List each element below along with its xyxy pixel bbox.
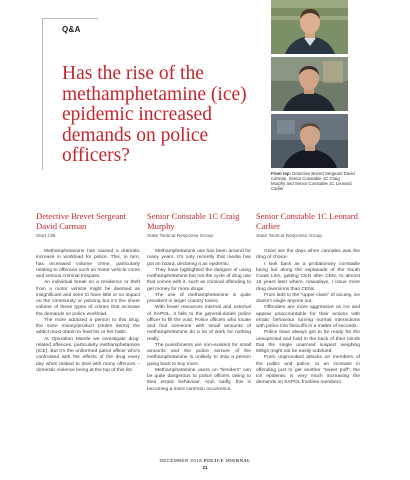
answer-body [36,249,140,374]
section-label: Q&A [62,25,81,34]
paragraph: An individual break on a residence or theft from a motor vehicle might be deemed as insignificant and seen to have little or no impact on the community or policing but it’s the sheer volume of these types of crimes that increase the demands on police workload. [36,280,140,317]
answer-column-murphy [147,212,251,393]
headline: Has the rise of the methamphetamine (ice) epidemic increased demands on police officers? [62,63,247,166]
answer-body [256,249,360,387]
caption-text: Detective Brevet Sergeant David Carman, Senior Constable 1C Craig Murphy and Senior Constable 1C Leonard Carlier [271,171,355,192]
portrait-photo-leonard-carlier [271,114,348,168]
paragraph: Methamphetamine use has been around for many years. It’s only recently that media has got on board, declaring it an epidemic. [147,249,251,267]
paragraph: Offenders are more aggressive on ice and appear unaccountable for their actions with erratic behaviour turning normal interactions with police into fisticuffs in a matter of seconds. [256,305,360,329]
answer-body [147,249,251,393]
paragraph: The more addicted a person to this drug, the more money/product (stolen items) the addict must obtain to feed his or her habit. [36,317,140,336]
paragraph: Police have always got to be ready for the unexpected and hold in the back of their minds that the single unarmed suspect weighing 60kgs might not be easily subdued. [256,330,360,354]
paragraph: At Operation Mantle we investigate drug-related offences, particularly methamphetamine (ICE). But it’s the uniformed patrol officer who’s confronted with the effects of the drug every day when tasked to deal with many offences – domestic violence being at the top of this list. [36,336,140,373]
paragraph: They have highlighted the dangers of using methamphetamine but not the cycle of drug use that comes with it, such as criminal offending to get money for more drugs. [147,267,251,292]
caption-lead: From top: [271,171,292,176]
paragraph: Methamphetamine has caused a dramatic increase in workload for police. This, in turn, has increased volume crime, particularly relating to offences such as motor vehicle crime and serious criminal trespass. [36,249,140,279]
respondent-name: Senior Constable 1C Craig Murphy [147,211,240,231]
footer-issue-line [0,458,410,463]
answer-column-carman [36,212,140,374]
paragraph: Methamphetamine users on “benders” can be quite dangerous to police officers owing to their erratic behaviour. And, sadly, this is becoming a more common occurrence. [147,367,251,392]
footer-issue-date: DECEMBER 2016 [159,458,203,463]
photo-caption [271,171,355,191]
respondent-unit: Sturt CIB [36,234,56,239]
portrait-photo-david-carman [271,0,348,54]
answer-column-carlier [256,212,360,387]
paragraph: The use of methamphetamine is quite prevalent in larger country towns. [147,292,251,304]
respondent-name: Senior Constable 1C Leonard Carlier [256,211,358,231]
respondent-unit: State Tactical Response Group [147,234,214,239]
section-rule-horizontal [42,18,98,19]
paragraph: From kids to the “upper-class” of society, ice doesn’t single anyone out. [256,292,360,304]
portrait-photo-craig-murphy [271,57,348,111]
page-number: 21 [202,465,208,470]
footer-journal-name: POLICE JOURNAL [203,458,251,463]
paragraph: I look back as a probationary constable being led along the esplanade of the South Coast LSA, getting CEN after CEN, to almost 15 years later where, nowadays, I issue more drug diversions than CENs. [256,261,360,292]
paragraph: Gone are the days when cannabis was the drug of choice. [256,249,360,261]
paragraph: With fewer resources internal and external of SAPOL, it falls to the general-duties police officer to fill the void. Police officers who locate and find someone with small amounts of methamphetamine do a lot of work for nothing really. [147,305,251,342]
respondent-name: Detective Brevet Sergeant David Carman [36,211,127,231]
paragraph: From unprovoked attacks on members of the public and police, to an increase in offending just to get another “sweet puff”, the ice epidemic is very much increasing the demands on SAPOL frontline members. [256,355,360,386]
respondent-unit: State Tactical Response Group [256,234,323,239]
section-rule-vertical [42,18,43,170]
paragraph: The punishments are non-existent for small amounts and the police seizure of the methamphetamine is unlikely to stop a person going back to buy more. [147,342,251,367]
